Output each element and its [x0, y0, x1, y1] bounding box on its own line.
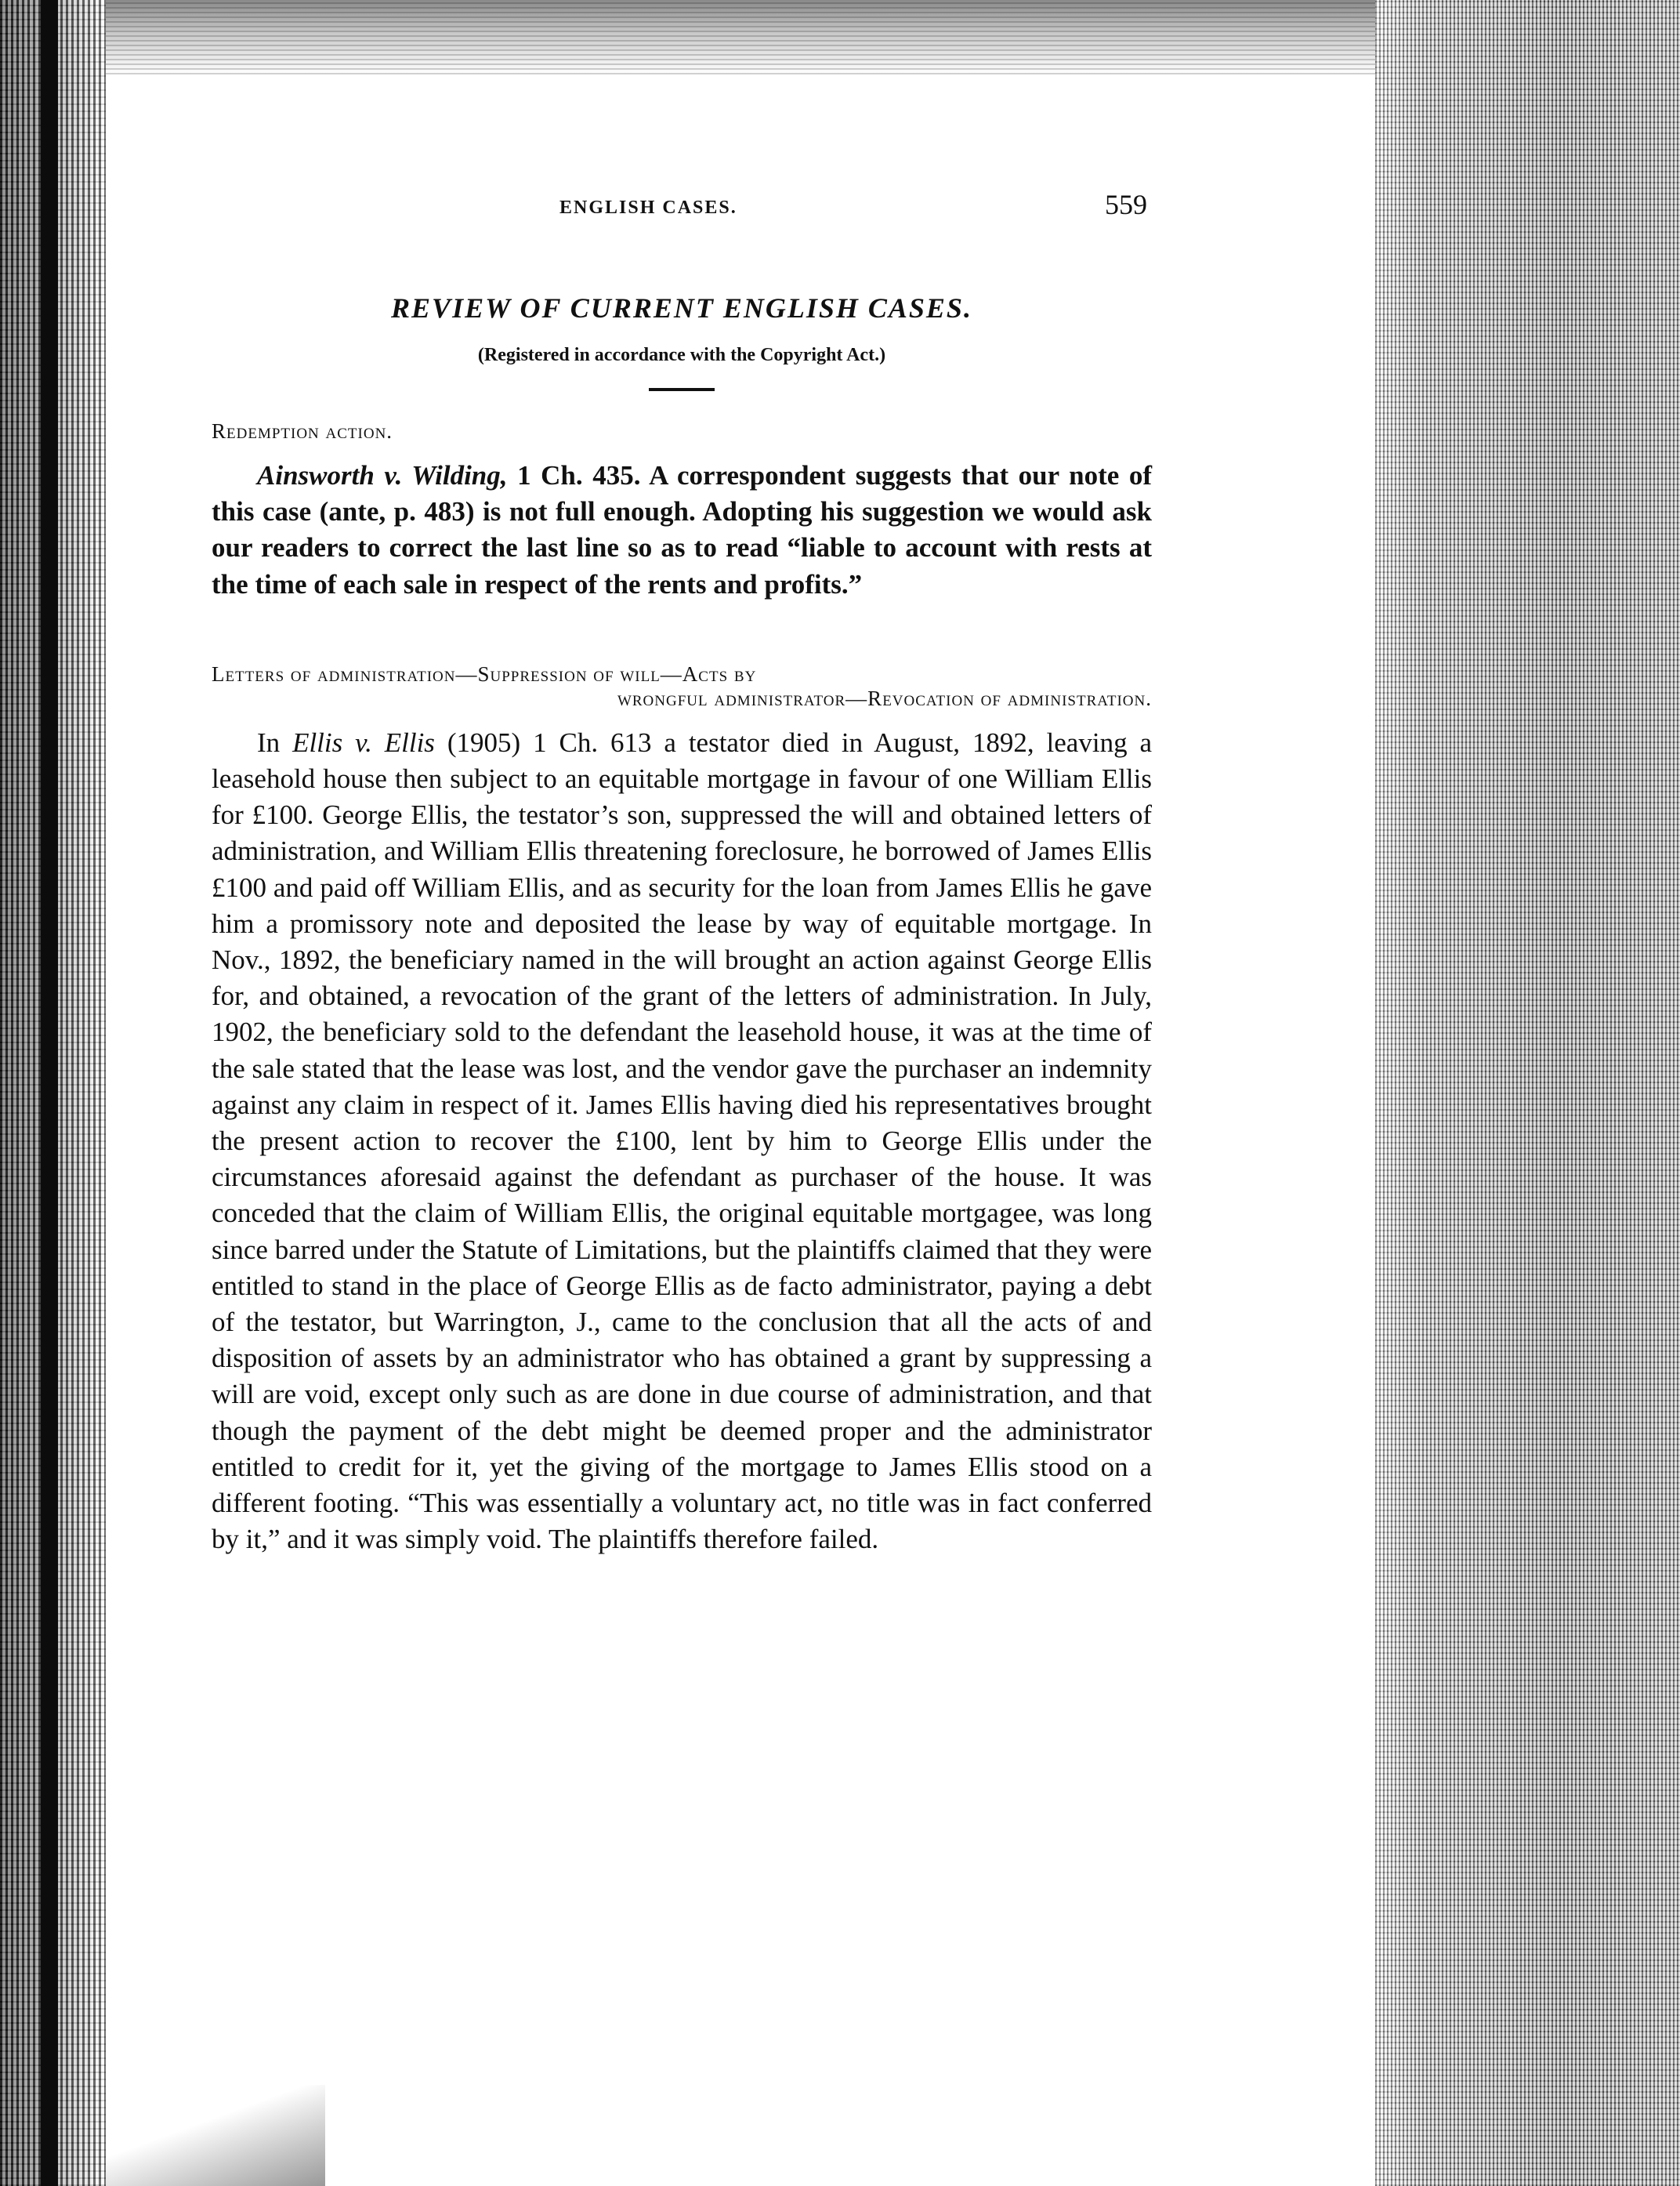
running-title: ENGLISH CASES.	[559, 198, 737, 218]
copyright-note: (Registered in accordance with the Copyright Act.)	[477, 345, 886, 365]
scan-edge-right	[1375, 0, 1680, 2186]
case-name: Ainsworth v. Wilding,	[257, 460, 508, 491]
scan-binding-shadow	[41, 0, 58, 2186]
section-heading-line: wrongful administrator—Revocation of administration.	[617, 686, 1152, 710]
divider-rule	[649, 388, 715, 391]
section-heading-line: Letters of administration—Suppression of will—Acts by	[212, 662, 757, 686]
page-title: REVIEW OF CURRENT ENGLISH CASES.	[391, 292, 972, 324]
running-head	[212, 188, 1152, 235]
paragraph-intro: In	[257, 727, 293, 758]
scan-edge-top	[106, 0, 1375, 74]
paragraph-redemption	[212, 458, 1152, 603]
paragraph-body: (1905) 1 Ch. 613 a testator died in August, 1892, leaving a leasehold house then subject to an equitable mortgage in favour of one William Ellis for £100. George Ellis, the testator’s son, suppressed the will and obtained letters of administration, and William Ellis threatening foreclosure, he borrowed of James Ellis £100 and paid off William Ellis, and as security for the loan from James Ellis he gave him a promissory note and deposited the lease by way of equitable mortgage. In Nov., 1892, the beneficiary named in the will brought an action against George Ellis for, and obtained, a revocation of the grant of the letters of administration. In July, 1902, the beneficiary sold to the defendant the leasehold house, it was at the time of the sale stated that the lease was lost, and the vendor gave the purchaser an indemnity against any claim in respect of it. James Ellis having died his representatives brought the present action to recover the £100, lent by him to George Ellis under the circumstances aforesaid against the defendant as purchaser of the house. It was conceded that the claim of William Ellis, the original equitable mortgagee, was long since barred under the Statute of Limitations, but the plaintiffs claimed that they were entitled to stand in the place of George Ellis as de facto administrator, paying a debt of the testator, but Warrington, J., came to the conclusion that all the acts of and disposition of assets by an administrator who has obtained a grant by suppressing a will are void, except only such as are done in due course of administration, and that though the payment of the debt might be deemed proper and the administrator entitled to credit for it, yet the giving of the mortgage to James Ellis stood on a different footing. “This was essentially a voluntary act, no title was in fact conferred by it,” and it was simply void. The plaintiffs therefore failed.	[212, 727, 1153, 1555]
paragraph-ellis	[212, 725, 1152, 1558]
scan-edge-bottom	[106, 2085, 325, 2186]
document-page	[212, 188, 1152, 1557]
page-number: 559	[1105, 189, 1147, 220]
case-name: Ellis v. Ellis	[292, 727, 435, 758]
section-heading-redemption: Redemption action.	[212, 419, 393, 443]
paragraph-body: 1 Ch. 435. A correspondent suggests that our note of this case (ante, p. 483) is not full enough. Adopting his suggestion we would ask our readers to correct the last line so as to read “liable to account with rests at the time of each sale in respect of the rents and profits.”	[212, 460, 1152, 600]
section-heading-letters	[212, 662, 1152, 711]
